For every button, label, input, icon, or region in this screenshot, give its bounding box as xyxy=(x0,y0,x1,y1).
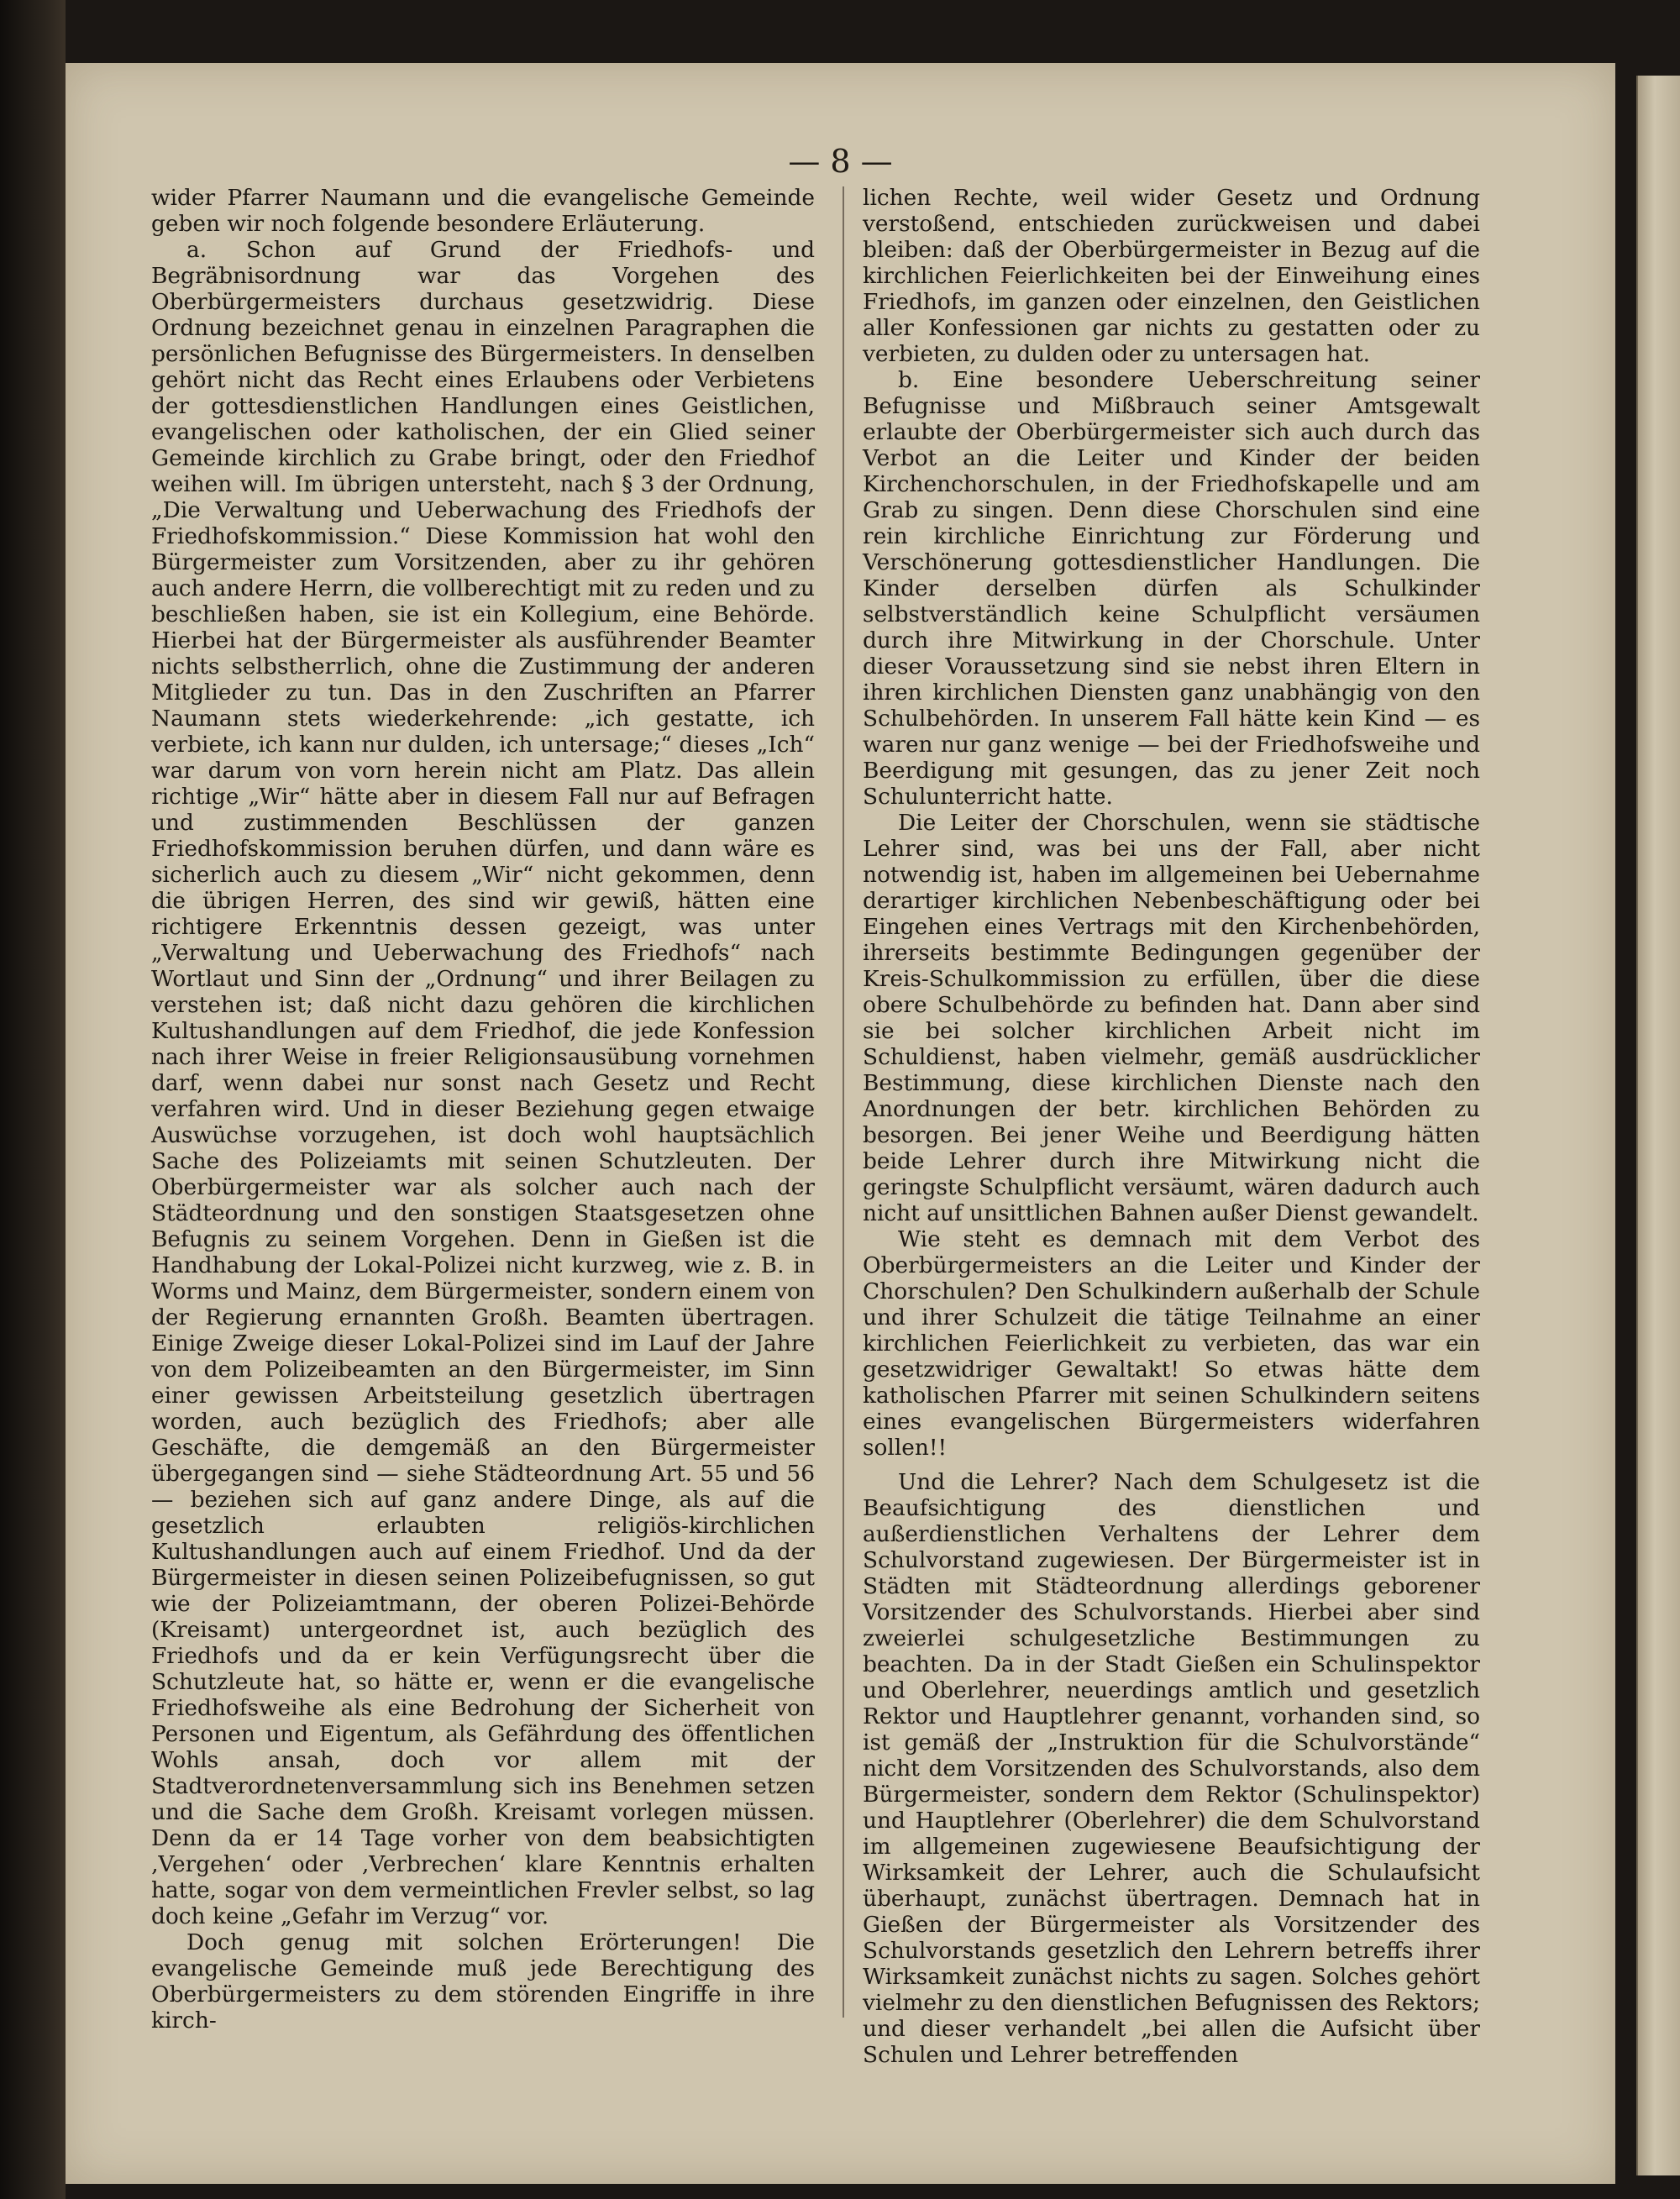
right-paragraph-5: Und die Lehrer? Nach dem Schulgesetz ist die Beaufsichtigung des dienstlichen und außerdienstlichen Verhaltens der Lehrer dem Schulvorstand zugewiesen. Der Bürgermeister ist in Städten mit Städteordnung allerdings geborener Vorsitzender des Schulvorstands. Hierbei aber sind zweierlei schulgesetzliche Bestimmungen zu beachten. Da in der Stadt Gießen ein Schulinspektor und Oberlehrer, neuerdings amtlich und gesetzlich Rektor und Hauptlehrer genannt, vorhanden sind, so ist gemäß der „Instruktion für die Schulvorstände“ nicht dem Vorsitzenden des Schulvorstands, also dem Bürgermeister, sondern dem Rektor (Schulinspektor) und Hauptlehrer (Oberlehrer) die dem Schulvorstand im allgemeinen zugewiesene Beaufsichtigung der Wirksamkeit der Lehrer, auch die Schulaufsicht überhaupt, zunächst übertragen. Demnach hat in Gießen der Bürgermeister als Vorsitzender des Schulvorstands gesetzlich den Lehrern betreffs ihrer Wirksamkeit zunächst nichts zu sagen. Solches gehört vielmehr zu den dienstlichen Befugnissen des Rektors; und dieser verhandelt „bei allen die Aufsicht über Schulen und Lehrer betreffenden xyxy=(863,1469,1480,2068)
right-paragraph-3: Die Leiter der Chorschulen, wenn sie städtische Lehrer sind, was bei uns der Fall, aber nicht notwendig ist, haben im allgemeinen bei Uebernahme derartiger kirchlichen Nebenbeschäftigung oder bei Eingehen eines Vertrags mit den Kirchenbehörden, ihrerseits bestimmte Bedingungen gegenüber der Kreis-Schulkommission zu erfüllen, über die diese obere Schulbehörde zu befinden hat. Dann aber sind sie bei solcher kirchlichen Arbeit nicht im Schuldienst, haben vielmehr, gemäß ausdrücklicher Bestimmung, diese kirchlichen Dienste nach den Anordnungen der betr. kirchlichen Behörden zu besorgen. Bei jener Weihe und Beerdigung hätten beide Lehrer durch ihre Mitwirkung nicht die geringste Schulpflicht versäumt, wären dadurch auch nicht auf unsittlichen Bahnen außer Dienst gewandelt. xyxy=(863,810,1480,1226)
right-paragraph-4: Wie steht es demnach mit dem Verbot des Oberbürgermeisters an die Leiter und Kinder der Chorschulen? Den Schulkindern außerhalb der Schule und ihrer Schulzeit die tätige Teilnahme an einer kirchlichen Feierlichkeit zu verbieten, das war ein gesetzwidriger Gewaltakt! So etwas hätte dem katholischen Pfarrer mit seinen Schulkindern seitens eines evangelischen Bürgermeisters widerfahren sollen!! xyxy=(863,1226,1480,1461)
column-divider xyxy=(843,186,844,2018)
page-number: — 8 — xyxy=(788,143,893,180)
right-column xyxy=(863,185,1480,2068)
left-paragraph-2: a. Schon auf Grund der Friedhofs- und Begräbnisordnung war das Vorgehen des Oberbürgermeisters durchaus gesetzwidrig. Diese Ordnung bezeichnet genau in einzelnen Paragraphen die persönlichen Befugnisse des Bürgermeisters. In denselben gehört nicht das Recht eines Erlaubens oder Verbietens der gottesdienstlichen Handlungen eines Geistlichen, evangelischen oder katholischen, der ein Glied seiner Gemeinde kirchlich zu Grabe bringt, oder den Friedhof weihen will. Im übrigen untersteht, nach § 3 der Ordnung, „Die Verwaltung und Ueberwachung des Friedhofs der Friedhofskommission.“ Diese Kommission hat wohl den Bürgermeister zum Vorsitzenden, aber zu ihr gehören auch andere Herrn, die vollberechtigt mit zu reden und zu beschließen haben, sie ist ein Kollegium, eine Behörde. Hierbei hat der Bürgermeister als ausführender Beamter nichts selbstherrlich, ohne die Zustimmung der anderen Mitglieder zu tun. Das in den Zuschriften an Pfarrer Naumann stets wiederkehrende: „ich gestatte, ich verbiete, ich kann nur dulden, ich untersage;“ dieses „Ich“ war darum von vorn herein nicht am Platz. Das allein richtige „Wir“ hätte aber in diesem Fall nur auf Befragen und zustimmenden Beschlüssen der ganzen Friedhofskommission beruhen dürfen, und dann wäre es sicherlich auch zu diesem „Wir“ nicht gekommen, denn die übrigen Herren, des sind wir gewiß, hätten eine richtigere Erkenntnis dessen gezeigt, was unter „Verwaltung und Ueberwachung des Friedhofs“ nach Wortlaut und Sinn der „Ordnung“ und ihrer Beilagen zu verstehen ist; daß nicht dazu gehören die kirchlichen Kultushandlungen auf dem Friedhof, die jede Konfession nach ihrer Weise in freier Religionsausübung vornehmen darf, wenn dabei nur sonst nach Gesetz und Recht verfahren wird. Und in dieser Beziehung gegen etwaige Auswüchse vorzugehen, ist doch wohl hauptsächlich Sache des Polizeiamts mit seinen Schutzleuten. Der Oberbürgermeister war als solcher auch nach der Städteordnung und den sonstigen Staatsgesetzen ohne Befugnis zu seinem Vorgehen. Denn in Gießen ist die Handhabung der Lokal-Polizei nicht kurzweg, wie z. B. in Worms und Mainz, dem Bürgermeister, sondern einem von der Regierung ernannten Großh. Beamten übertragen. Einige Zweige dieser Lokal-Polizei sind im Lauf der Jahre von dem Polizeibeamten an den Bürgermeister, im Sinn einer gewissen Arbeitsteilung gesetzlich übertragen worden, auch bezüglich des Friedhofs; aber alle Geschäfte, die demgemäß an den Bürgermeister übergegangen sind — siehe Städteordnung Art. 55 und 56 — beziehen sich auf ganz andere Dinge, als auf die gesetzlich erlaubten religiös-kirchlichen Kultushandlungen auch auf einem Friedhof. Und da der Bürgermeister in diesen seinen Polizeibefugnissen, so gut wie der Polizeiamtmann, der oberen Polizei-Behörde (Kreisamt) untergeordnet ist, auch bezüglich des Friedhofs und da er kein Verfügungsrecht über die Schutzleute hat, so hätte er, wenn er die evangelische Friedhofsweihe als eine Bedrohung der Sicherheit von Personen und Eigentum, als Gefährdung des öffentlichen Wohls ansah, doch vor allem mit der Stadtverordnetenversammlung sich ins Benehmen setzen und die Sache dem Großh. Kreisamt vorlegen müssen. Denn da er 14 Tage vorher von dem beabsichtigten ‚Vergehen‘ oder ‚Verbrechen‘ klare Kenntnis erhalten hatte, sogar von dem vermeintlichen Frevler selbst, so lag doch keine „Gefahr im Verzug“ vor. xyxy=(151,237,815,1929)
scan-right-edge xyxy=(1636,76,1680,2175)
left-column xyxy=(151,185,815,2034)
left-paragraph-1: wider Pfarrer Naumann und die evangelische Gemeinde geben wir noch folgende besondere Erläuterung. xyxy=(151,185,815,237)
right-paragraph-2: b. Eine besondere Ueberschreitung seiner Befugnisse und Mißbrauch seiner Amtsgewalt erlaubte der Oberbürgermeister sich auch durch das Verbot an die Leiter und Kinder der beiden Kirchenchorschulen, in der Friedhofskapelle und am Grab zu singen. Denn diese Chorschulen sind eine rein kirchliche Einrichtung zur Förderung und Verschönerung gottesdienstlicher Handlungen. Die Kinder derselben dürfen als Schulkinder selbstverständlich keine Schulpflicht versäumen durch ihre Mitwirkung in der Chorschule. Unter dieser Voraussetzung sind sie nebst ihren Eltern in ihren kirchlichen Diensten ganz unabhängig von den Schulbehörden. In unserem Fall hätte kein Kind — es waren nur ganz wenige — bei der Friedhofsweihe und Beerdigung mit gesungen, das zu jener Zeit noch Schulunterricht hatte. xyxy=(863,367,1480,810)
left-paragraph-3: Doch genug mit solchen Erörterungen! Die evangelische Gemeinde muß jede Berechtigung des Oberbürgermeisters zu dem störenden Eingriffe in ihre kirch- xyxy=(151,1929,815,2034)
scan-left-edge xyxy=(0,0,66,2199)
right-paragraph-1: lichen Rechte, weil wider Gesetz und Ordnung verstoßend, entschieden zurückweisen und dabei bleiben: daß der Oberbürgermeister in Bezug auf die kirchlichen Feierlichkeiten bei der Einweihung eines Friedhofs, im ganzen oder einzelnen, den Geistlichen aller Konfessionen gar nichts zu gestatten oder zu verbieten, zu dulden oder zu untersagen hat. xyxy=(863,185,1480,367)
